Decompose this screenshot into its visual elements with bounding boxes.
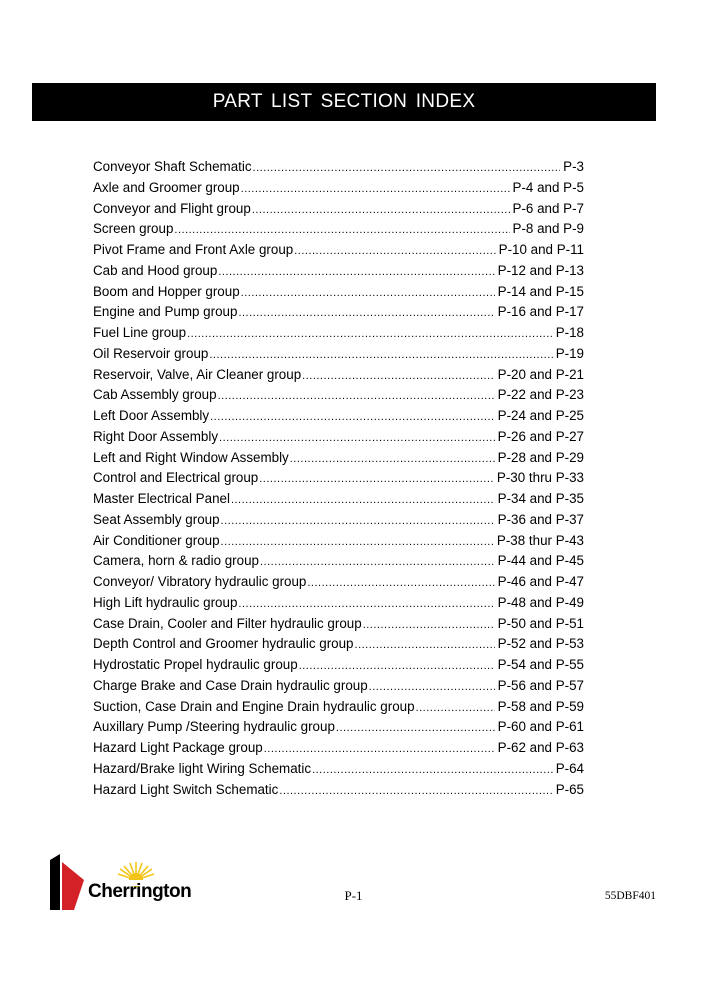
dot-leader	[312, 764, 553, 776]
index-entry-label: Reservoir, Valve, Air Cleaner group	[93, 366, 302, 382]
index-entry-page: P-36 and P-37	[497, 511, 584, 527]
index-entry-label: Case Drain, Cooler and Filter hydraulic group	[93, 615, 362, 631]
index-entry	[93, 740, 584, 761]
index-entry-label: Control and Electrical group	[93, 470, 259, 486]
index-entry-page: P-14 and P-15	[497, 283, 584, 299]
index-entry-page: P-22 and P-23	[497, 387, 584, 403]
index-entry-label: Conveyor Shaft Schematic	[93, 159, 252, 174]
index-entry-page: P-52 and P-53	[497, 636, 584, 652]
index-entry-page: P-44 and P-45	[497, 553, 584, 569]
index-entry-label: Conveyor and Flight group	[93, 200, 251, 216]
index-entry-page: P-50 and P-51	[497, 615, 584, 631]
dot-leader	[219, 432, 495, 444]
index-entry-page: P-34 and P-35	[497, 491, 584, 506]
dot-leader	[294, 245, 495, 257]
dot-leader	[241, 287, 495, 299]
index-entry	[93, 595, 584, 616]
index-entry	[93, 304, 584, 325]
index-entry-label: Conveyor/ Vibratory hydraulic group	[93, 574, 307, 589]
index-entry-label: Auxillary Pump /Steering hydraulic group	[93, 719, 335, 735]
index-entry-label: Camera, horn & radio group	[93, 553, 259, 569]
index-entry	[93, 533, 584, 554]
dot-leader	[238, 307, 494, 319]
index-entry-page: P-38 thur P-43	[496, 532, 584, 548]
index-entry-label: Hydrostatic Propel hydraulic group	[93, 657, 298, 672]
index-entry-page: P-3	[563, 159, 584, 174]
index-entry-label: Hazard/Brake light Wiring Schematic	[93, 760, 312, 776]
dot-leader	[231, 494, 495, 506]
index-entry	[93, 201, 584, 222]
dot-leader	[241, 183, 510, 195]
index-entry-page: P-12 and P-13	[497, 262, 584, 278]
index-entry	[93, 636, 584, 657]
index-entry	[93, 408, 584, 429]
index-entry-label: Cab Assembly group	[93, 387, 217, 403]
dot-leader	[221, 536, 494, 548]
index-entry	[93, 699, 584, 720]
index-entry-label: Seat Assembly group	[93, 511, 220, 527]
index-entry-label: Left Door Assembly	[93, 408, 210, 423]
section-title-bar	[32, 83, 656, 121]
index-entry	[93, 387, 584, 408]
dot-leader	[252, 204, 510, 216]
index-entry	[93, 221, 584, 242]
dot-leader	[218, 266, 494, 278]
dot-leader	[238, 598, 494, 610]
dot-leader	[253, 162, 561, 174]
index-entry-label: Hazard Light Switch Schematic	[93, 781, 279, 797]
index-entry	[93, 263, 584, 284]
index-entry-page: P-64	[555, 760, 584, 776]
index-entry-page: P-26 and P-27	[497, 428, 584, 444]
page-title: PART LIST SECTION INDEX	[212, 91, 476, 112]
index-entry	[93, 512, 584, 533]
index-entry-label: Master Electrical Panel	[93, 491, 230, 506]
index-entry-page: P-60 and P-61	[497, 719, 584, 735]
index-entry	[93, 574, 584, 595]
index-entry	[93, 553, 584, 574]
index-entry-label: Air Conditioner group	[93, 532, 220, 548]
index-entry-label: Suction, Case Drain and Engine Drain hydraulic group	[93, 698, 415, 714]
logo-wordmark: Cherrington	[88, 881, 192, 902]
index-entry-page: P-54 and P-55	[497, 657, 584, 672]
page-number: P-1	[344, 888, 363, 903]
index-entry-page: P-65	[555, 781, 584, 797]
index-entry-page: P-18	[555, 325, 584, 340]
dot-leader	[302, 370, 494, 382]
index-entry-page: P-4 and P-5	[512, 179, 584, 195]
index-entry-label: Fuel Line group	[93, 325, 187, 340]
index-entry-label: Axle and Groomer group	[93, 179, 240, 195]
dot-leader	[259, 473, 494, 485]
index-entry-page: P-28 and P-29	[497, 449, 584, 465]
dot-leader	[218, 390, 495, 402]
dot-leader	[279, 785, 552, 797]
index-entry	[93, 325, 584, 346]
index-entry-label: Right Door Assembly	[93, 428, 219, 444]
index-entry	[93, 367, 584, 388]
index-entry-page: P-10 and P-11	[498, 242, 584, 257]
index-entry	[93, 284, 584, 305]
dot-leader	[290, 453, 495, 465]
index-entry-page: P-46 and P-47	[497, 574, 584, 589]
index-entry	[93, 470, 584, 491]
index-entry-label: Screen group	[93, 221, 174, 237]
index-entry	[93, 782, 584, 803]
index-entry-page: P-24 and P-25	[497, 408, 584, 423]
dot-leader	[307, 577, 494, 589]
index-entry	[93, 491, 584, 512]
section-index-list	[93, 159, 584, 802]
index-entry-page: P-58 and P-59	[497, 698, 584, 714]
index-entry	[93, 678, 584, 699]
index-entry	[93, 429, 584, 450]
index-entry-label: Depth Control and Groomer hydraulic group	[93, 636, 354, 652]
index-entry	[93, 180, 584, 201]
index-entry	[93, 657, 584, 678]
index-entry	[93, 719, 584, 740]
dot-leader	[174, 224, 509, 236]
dot-leader	[210, 411, 495, 423]
dot-leader	[260, 556, 495, 568]
dot-leader	[187, 328, 553, 340]
index-entry-label: Cab and Hood group	[93, 262, 218, 278]
index-entry-label: Left and Right Window Assembly	[93, 449, 289, 465]
index-entry-page: P-6 and P-7	[512, 200, 584, 216]
index-entry	[93, 761, 584, 782]
index-entry-label: Oil Reservoir group	[93, 345, 209, 361]
document-code: 55DBF401	[604, 890, 656, 902]
index-entry	[93, 346, 584, 367]
dot-leader	[209, 349, 552, 361]
index-entry-label: Charge Brake and Case Drain hydraulic group	[93, 677, 368, 693]
dot-leader	[416, 702, 495, 714]
dot-leader	[336, 722, 495, 734]
index-entry-label: Boom and Hopper group	[93, 283, 240, 299]
index-entry-label: Hazard Light Package group	[93, 740, 263, 755]
index-entry	[93, 450, 584, 471]
index-entry-page: P-19	[555, 345, 584, 361]
dot-leader	[221, 515, 495, 527]
index-entry	[93, 242, 584, 263]
dot-leader	[299, 660, 495, 672]
index-entry-page: P-30 thru P-33	[496, 470, 584, 486]
index-entry-page: P-56 and P-57	[497, 677, 584, 693]
index-entry-label: Pivot Frame and Front Axle group	[93, 242, 294, 257]
dot-leader	[363, 619, 495, 631]
dot-leader	[369, 681, 495, 693]
index-entry	[93, 616, 584, 637]
index-entry-page: P-8 and P-9	[512, 221, 584, 237]
index-entry-page: P-48 and P-49	[497, 594, 584, 610]
dot-leader	[264, 743, 495, 755]
index-entry-label: High Lift hydraulic group	[93, 594, 238, 610]
index-entry-page: P-16 and P-17	[497, 304, 584, 320]
index-entry-page: P-62 and P-63	[497, 740, 584, 755]
index-entry-label: Engine and Pump group	[93, 304, 238, 320]
index-entry-page: P-20 and P-21	[497, 366, 584, 382]
dot-leader	[355, 639, 495, 651]
index-entry	[93, 159, 584, 180]
